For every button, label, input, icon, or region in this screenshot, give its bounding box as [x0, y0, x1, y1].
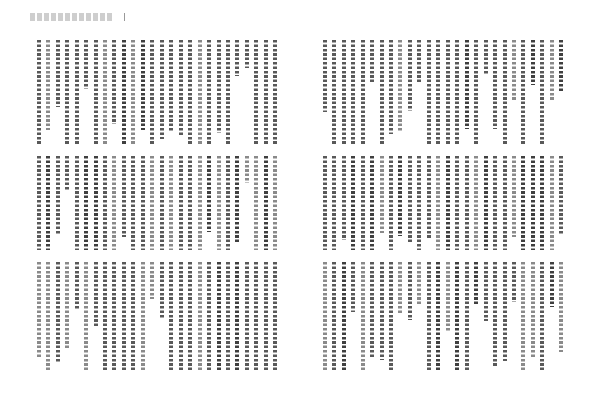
text-column [264, 156, 268, 250]
text-column [254, 262, 258, 372]
text-column [75, 262, 79, 309]
text-column [179, 40, 183, 135]
text-column [503, 262, 507, 361]
text-column [323, 262, 327, 372]
text-column [273, 156, 277, 250]
text-column [169, 156, 173, 250]
text-column [389, 156, 393, 250]
text-column [493, 40, 497, 129]
text-column [273, 40, 277, 144]
text-column [65, 156, 69, 191]
text-column [84, 40, 88, 89]
text-column [455, 262, 459, 372]
text-column [408, 262, 412, 320]
text-column [427, 156, 431, 239]
text-column [56, 262, 60, 363]
text-column [254, 40, 258, 144]
text-column [370, 40, 374, 83]
text-column [94, 262, 98, 327]
text-column [217, 40, 221, 133]
text-column [370, 262, 374, 359]
text-column [37, 262, 41, 358]
text-column [446, 262, 450, 331]
text-column [264, 262, 268, 372]
text-column [474, 40, 478, 144]
text-column [332, 40, 336, 144]
text-column [56, 156, 60, 235]
text-column [169, 262, 173, 372]
text-column [122, 262, 126, 372]
text-column [131, 156, 135, 250]
text-column [436, 156, 440, 250]
text-column [198, 40, 202, 144]
text-column [446, 156, 450, 250]
text-column [84, 262, 88, 372]
text-column [484, 156, 488, 250]
text-tier-middle [320, 156, 566, 250]
text-column [245, 40, 249, 68]
text-column [389, 262, 393, 372]
text-column [46, 156, 50, 250]
text-column [550, 40, 554, 100]
text-column [103, 262, 107, 372]
text-column [235, 40, 239, 76]
text-column [493, 262, 497, 366]
text-column [179, 262, 183, 372]
text-column [398, 156, 402, 236]
text-column [332, 156, 336, 250]
text-column [417, 156, 421, 250]
text-column [540, 262, 544, 372]
text-column [188, 40, 192, 144]
text-column [65, 262, 69, 350]
text-column [103, 156, 107, 250]
text-column [122, 156, 126, 237]
text-column [150, 156, 154, 250]
text-column [531, 40, 535, 85]
text-column [540, 40, 544, 144]
text-column [361, 156, 365, 250]
text-column [455, 156, 459, 250]
text-column [112, 262, 116, 372]
text-column [141, 40, 145, 130]
text-column [188, 262, 192, 372]
text-column [169, 40, 173, 132]
text-column [446, 40, 450, 144]
text-column [160, 262, 164, 319]
text-column [427, 262, 431, 372]
text-column [65, 40, 69, 144]
text-column [351, 262, 355, 312]
text-column [112, 40, 116, 124]
text-column [512, 40, 516, 101]
text-column [94, 40, 98, 144]
text-column [503, 40, 507, 144]
text-column [141, 262, 145, 372]
text-column [465, 156, 469, 250]
text-column [398, 40, 402, 131]
text-column [465, 40, 469, 129]
text-column [540, 156, 544, 250]
text-column [235, 156, 239, 243]
text-column [521, 156, 525, 250]
text-tier-middle [34, 156, 280, 250]
right-page [300, 0, 600, 407]
text-column [417, 262, 421, 305]
text-column [493, 156, 497, 250]
text-column [550, 262, 554, 307]
text-column [361, 262, 365, 372]
text-column [198, 156, 202, 250]
text-column [503, 156, 507, 250]
text-column [351, 40, 355, 144]
text-column [342, 40, 346, 144]
text-column [56, 40, 60, 107]
text-column [198, 262, 202, 372]
text-column [226, 156, 230, 250]
text-column [380, 262, 384, 360]
text-column [37, 40, 41, 144]
text-column [436, 40, 440, 144]
text-column [103, 40, 107, 144]
text-column [188, 156, 192, 250]
text-column [75, 156, 79, 250]
text-column [245, 262, 249, 372]
text-column [332, 262, 336, 372]
text-column [37, 156, 41, 250]
text-column [46, 40, 50, 130]
text-column [436, 262, 440, 372]
text-tier-upper [34, 40, 280, 144]
text-column [380, 40, 384, 144]
text-column [217, 156, 221, 250]
text-column [455, 40, 459, 144]
text-column [484, 40, 488, 74]
text-column [207, 40, 211, 144]
text-column [179, 156, 183, 250]
text-tier-upper [320, 40, 566, 144]
text-column [361, 40, 365, 144]
text-column [351, 156, 355, 250]
text-column [521, 40, 525, 144]
text-column [408, 156, 412, 244]
text-column [465, 262, 469, 372]
text-column [484, 262, 488, 321]
text-column [75, 40, 79, 144]
text-column [512, 262, 516, 302]
text-column [512, 156, 516, 237]
text-column [342, 262, 346, 372]
text-column [207, 262, 211, 372]
text-column [380, 156, 384, 233]
text-column [550, 156, 554, 250]
text-column [323, 40, 327, 112]
text-tier-lower [320, 262, 566, 372]
text-column [217, 262, 221, 372]
text-column [521, 262, 525, 372]
text-column [150, 262, 154, 299]
text-column [398, 262, 402, 314]
text-column [474, 262, 478, 305]
text-column [160, 40, 164, 139]
text-column [474, 156, 478, 250]
text-column [264, 40, 268, 144]
text-column [226, 40, 230, 144]
text-column [112, 156, 116, 250]
text-column [131, 40, 135, 144]
text-column [254, 156, 258, 250]
text-column [427, 40, 431, 144]
text-column [245, 156, 249, 183]
text-column [226, 262, 230, 372]
text-column [46, 262, 50, 372]
text-column [131, 262, 135, 372]
text-column [235, 262, 239, 372]
text-column [141, 156, 145, 250]
text-column [389, 40, 393, 134]
text-column [559, 262, 563, 352]
text-column [122, 40, 126, 144]
text-column [370, 156, 374, 250]
text-column [417, 40, 421, 84]
text-column [559, 156, 563, 235]
text-column [342, 156, 346, 240]
text-column [150, 40, 154, 144]
text-column [94, 156, 98, 250]
text-column [408, 40, 412, 111]
text-column [84, 156, 88, 250]
text-column [323, 156, 327, 250]
text-column [207, 156, 211, 232]
text-column [559, 40, 563, 91]
text-column [531, 156, 535, 250]
text-column [160, 156, 164, 250]
text-tier-lower [34, 262, 280, 372]
text-column [531, 262, 535, 358]
text-column [273, 262, 277, 372]
